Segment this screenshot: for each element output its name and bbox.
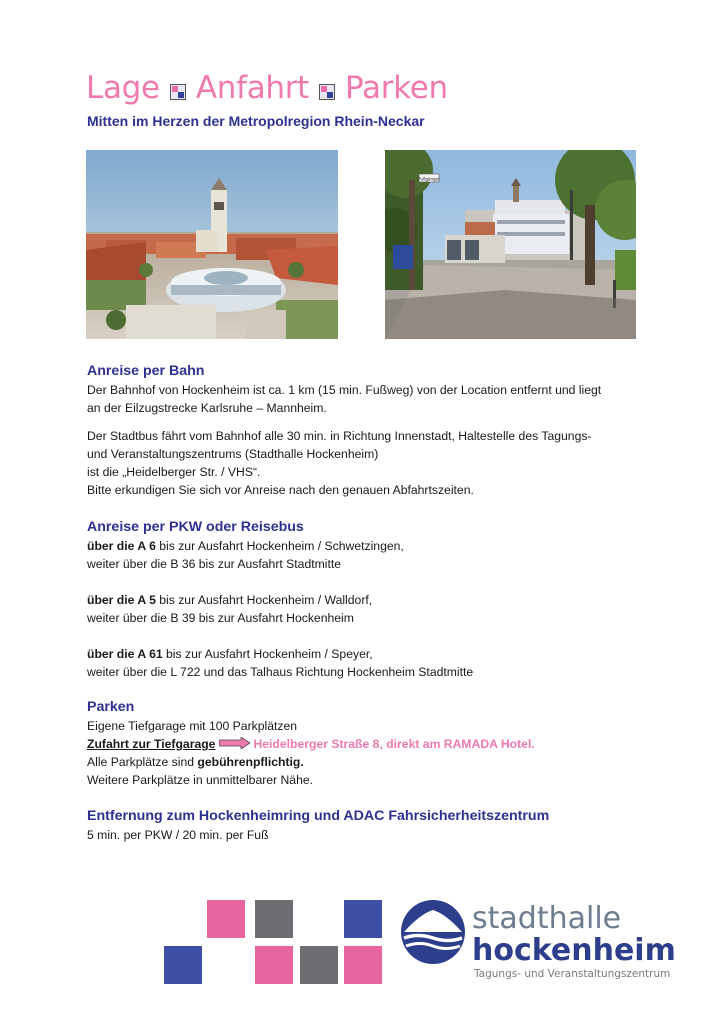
route-rest: bis zur Ausfahrt Hockenheim / Speyer,	[162, 647, 373, 661]
bahn-line-5: ist die „Heidelberger Str. / VHS“.	[87, 465, 261, 479]
heading-pkw: Anreise per PKW oder Reisebus	[87, 519, 304, 535]
bahn-line-4: und Veranstaltungszentrums (Stadthalle Hockenheim)	[87, 447, 379, 461]
page-subtitle: Mitten im Herzen der Metropolregion Rhein-Neckar	[87, 113, 425, 129]
bahn-line-1: Der Bahnhof von Hockenheim ist ca. 1 km (15 min. Fußweg) von der Location entfernt und liegt	[87, 383, 602, 397]
page-title	[86, 70, 448, 106]
heading-parken: Parken	[87, 699, 135, 715]
route-line	[87, 537, 677, 555]
logo-name-1: stadthalle	[472, 901, 622, 936]
zufahrt-address: Heidelberger Straße 8, direkt am RAMADA Hotel.	[253, 737, 535, 751]
parken-line-4: Weitere Parkplätze in unmittelbarer Nähe.	[87, 773, 314, 787]
parken-line-3-text: Alle Parkplätze sind	[87, 755, 198, 769]
title-anfahrt: Anfahrt	[195, 70, 310, 106]
parken-fee-note: gebührenpflichtig.	[197, 755, 304, 769]
logo-name-2: hockenheim	[472, 933, 676, 968]
right-arrow-icon	[219, 737, 251, 749]
decorative-squares	[164, 900, 382, 984]
square-bullet-icon	[319, 84, 335, 100]
heading-entfernung: Entfernung zum Hockenheimring und ADAC Fahrsicherheitszentrum	[87, 808, 550, 824]
route-road: über die A 5	[87, 593, 156, 607]
section-bahn	[87, 362, 677, 499]
parken-zufahrt	[87, 735, 677, 753]
route-line	[87, 645, 677, 663]
route-line	[87, 591, 677, 609]
route-line-2: weiter über die B 36 bis zur Ausfahrt Stadtmitte	[87, 557, 342, 571]
zufahrt-label: Zufahrt zur Tiefgarage	[87, 737, 216, 751]
logo-tagline: Tagungs- und Veranstaltungszentrum	[474, 968, 671, 980]
square-bullet-icon	[170, 84, 186, 100]
section-entfernung	[87, 807, 677, 844]
title-lage: Lage	[86, 70, 160, 106]
parken-line-3	[87, 753, 677, 771]
route-line-2: weiter über die B 39 bis zur Ausfahrt Hockenheim	[87, 611, 354, 625]
town-square-photo	[385, 150, 636, 339]
route-line-2: weiter über die L 722 und das Talhaus Richtung Hockenheim Stadtmitte	[87, 665, 474, 679]
title-parken: Parken	[345, 70, 448, 106]
section-parken	[87, 698, 677, 789]
bahn-line-2: an der Eilzugstrecke Karlsruhe – Mannheim.	[87, 401, 327, 415]
route-rest: bis zur Ausfahrt Hockenheim / Walldorf,	[155, 593, 373, 607]
route-road: über die A 6	[87, 539, 156, 553]
town-aerial-photo	[86, 150, 338, 339]
route-rest: bis zur Ausfahrt Hockenheim / Schwetzingen,	[155, 539, 404, 553]
section-pkw	[87, 518, 677, 681]
stadthalle-logo	[400, 898, 680, 982]
bahn-line-6: Bitte erkundigen Sie sich vor Anreise nach den genauen Abfahrtszeiten.	[87, 483, 474, 497]
heading-bahn: Anreise per Bahn	[87, 363, 205, 379]
bahn-line-3: Der Stadtbus fährt vom Bahnhof alle 30 min. in Richtung Innenstadt, Haltestelle des Tagungs-	[87, 429, 592, 443]
street-sign-text: Fußgänger	[418, 176, 440, 182]
parken-line-1: Eigene Tiefgarage mit 100 Parkplätzen	[87, 719, 298, 733]
entfernung-line-1: 5 min. per PKW / 20 min. per Fuß	[87, 828, 269, 842]
route-road: über die A 61	[87, 647, 163, 661]
